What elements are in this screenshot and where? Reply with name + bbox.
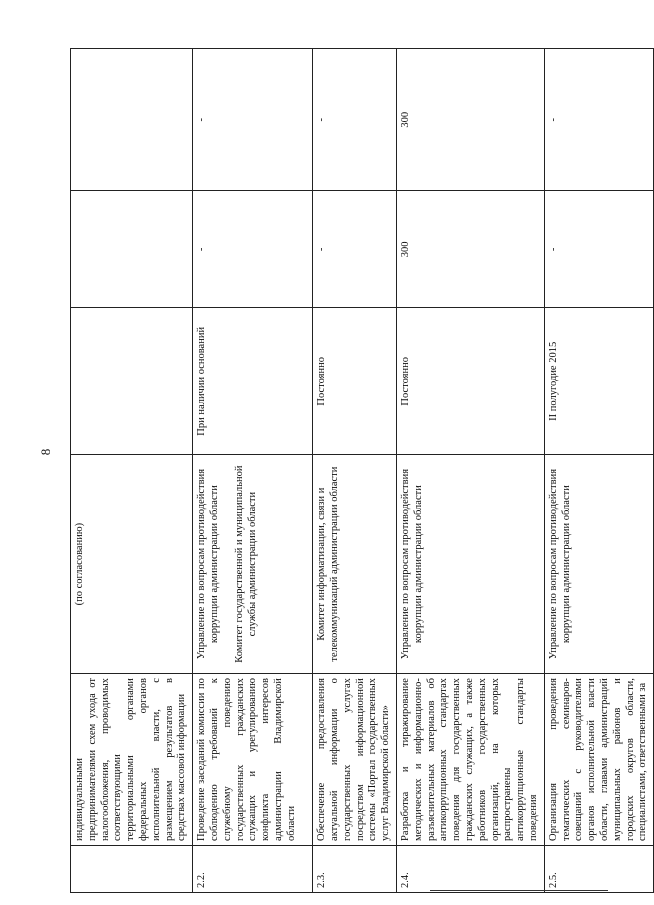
rotated-table-wrapper [70, 48, 649, 893]
term-cell: II полугодие 2015 [544, 308, 653, 455]
value-2015-cell: - [193, 49, 313, 191]
value-2014-cell [71, 191, 193, 308]
term-cell: При наличии оснований [193, 308, 313, 455]
executor-line: Управление по вопросам противодействия коррупции администрации области [399, 468, 424, 660]
executor-line: Управление по вопросам противодействия коррупции администрации области [547, 468, 572, 660]
value-2014-cell: - [544, 191, 653, 308]
table-row [396, 49, 544, 893]
value-2015-cell: 300 [396, 49, 544, 191]
term-cell: Постоянно [396, 308, 544, 455]
table-row [544, 49, 653, 893]
value-2015-cell [71, 49, 193, 191]
measure-description: индивидуальными предпринимателями схем ухода от налогообложения, проводимых соответствующими территориальными органами федеральных органов исполнительной власти, с размещением результатов в средствах массовой информации [71, 674, 193, 846]
value-2014-cell: 300 [396, 191, 544, 308]
value-2014-cell: - [193, 191, 313, 308]
measure-description: Проведение заседаний комиссии по соблюдению требований к служебному поведению государственных гражданских служащих и урегулированию конфликта интересов администрации Владимирской области [193, 674, 313, 846]
term-cell: Постоянно [313, 308, 397, 455]
row-number: 2.3. [313, 845, 397, 892]
executor-cell [396, 455, 544, 674]
measure-description: Обеспечение предоставления актуальной информации о государственных услугах посредством информационной системы «Портал государственных услуг Владимирской области» [313, 674, 397, 846]
table-row [71, 49, 193, 893]
executor-line: (по согласованию) [74, 522, 85, 606]
row-number: 2.2. [193, 845, 313, 892]
executor-line: Комитет информатизации, связи и телекоммуникаций администрации области [316, 466, 340, 662]
page-number: 8 [38, 448, 53, 456]
measure-description: Разработка и тиражирование методических и информационно-разъяснительных материалов об антикоррупционных стандартах поведения для государственных гражданских служащих, а также работников государственных организаций, на которых распространены антикоррупционные стандарты поведения [396, 674, 544, 846]
executor-cell [71, 455, 193, 674]
value-2015-cell: - [313, 49, 397, 191]
executor-cell [193, 455, 313, 674]
row-number [71, 845, 193, 892]
row-number: 2.4. [396, 845, 544, 892]
term-cell [71, 308, 193, 455]
measure-description: Организация проведения тематических семинаров-совещаний с руководителями органов исполнительной власти области, главами администраций муниципальных районов и городских округов области, специалистами, ответственными за [544, 674, 653, 846]
bottom-rule-line [430, 890, 608, 891]
table-row [313, 49, 397, 893]
value-2014-cell: - [313, 191, 397, 308]
value-2015-cell: - [544, 49, 653, 191]
executor-line: Управление по вопросам противодействия коррупции администрации области [196, 468, 220, 660]
executor-cell [544, 455, 653, 674]
executor-cell [313, 455, 397, 674]
executor-line: Комитет государственной и муниципальной службы администрации области [233, 465, 258, 663]
row-number: 2.5. [544, 845, 653, 892]
table-row [193, 49, 313, 893]
measures-table [70, 48, 654, 893]
